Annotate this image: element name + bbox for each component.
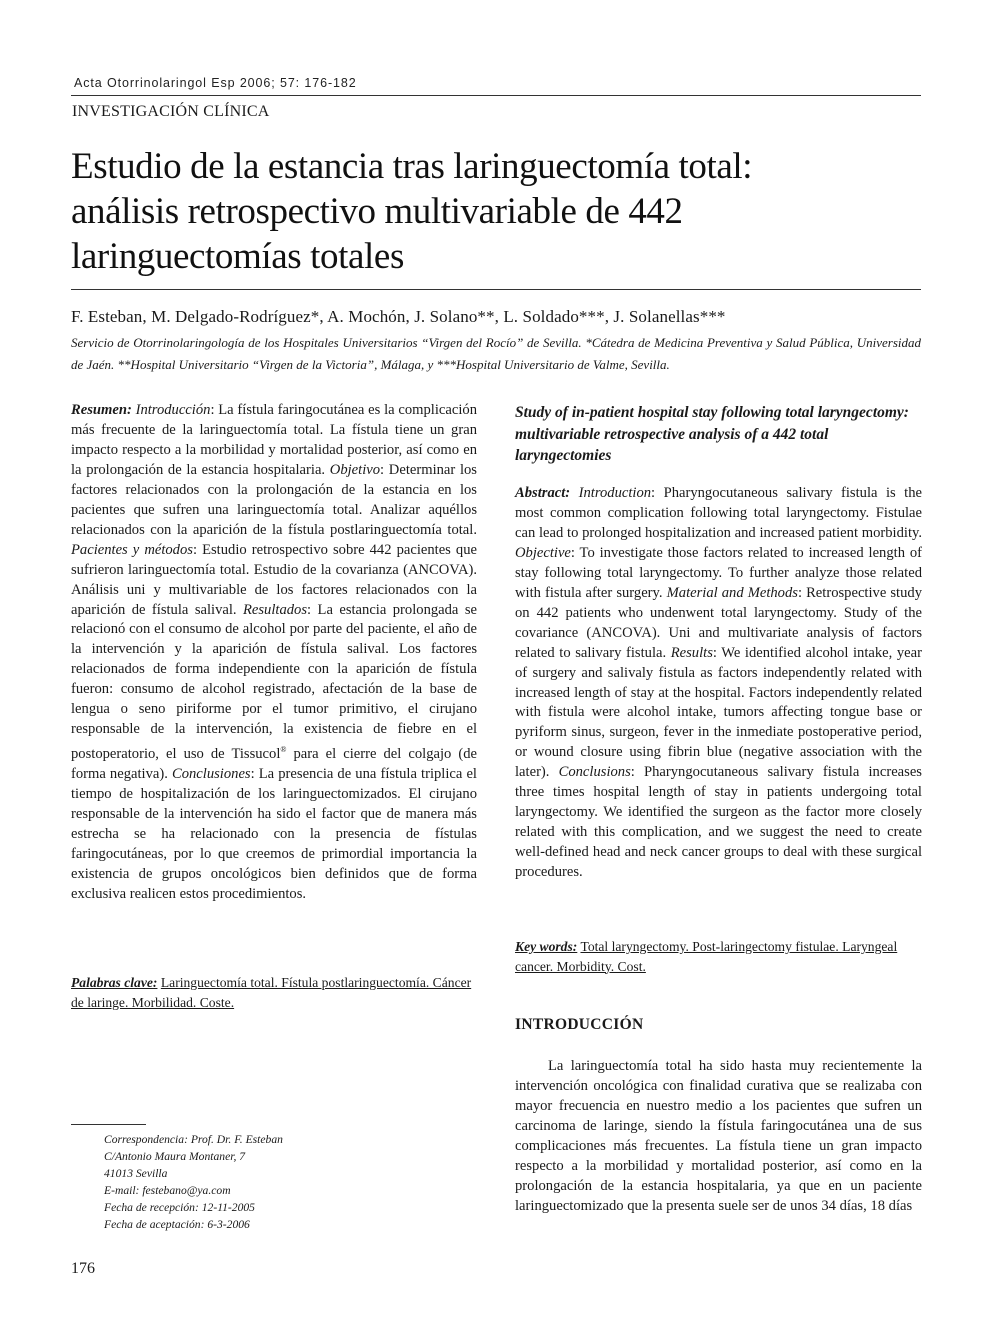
title-line-2: análisis retrospectivo multivariable de 442 bbox=[71, 191, 683, 232]
resumen-obj-text: : Determinar los factores relacionados con la prolongación de la estancia en los pacientes que sufren una laringuectomía total. Analizar aquéllos relacionados con la aparición de la fístula postlaringuectomía total. bbox=[71, 461, 477, 538]
palabras-clave-label: Palabras clave: bbox=[71, 975, 158, 990]
resumen-res-text-2: para el cierre del colgajo (de forma negativa). bbox=[71, 746, 477, 783]
correspondence bbox=[104, 1131, 283, 1233]
journal-citation: Acta Otorrinolaringol Esp 2006; 57: 176-182 bbox=[74, 76, 357, 90]
english-title: Study of in-patient hospital stay following total laryngectomy: multivariable retrospective analysis of a 442 total laryngectomies bbox=[515, 404, 909, 464]
page-number: 176 bbox=[71, 1260, 95, 1277]
header-rule bbox=[71, 95, 921, 96]
introduccion-body bbox=[515, 1057, 922, 1217]
introduccion-heading: INTRODUCCIÓN bbox=[515, 1016, 644, 1033]
abstract-intro-label: Introduction bbox=[578, 485, 652, 501]
abstract-res-label: Results bbox=[670, 644, 713, 661]
introduccion-paragraph: La laringuectomía total ha sido hasta muy recientemente la intervención oncológica con finalidad curativa que se realizaba con mayor frecuencia en nuestro medio a los pacientes que sufren un carcinoma de laringe, siendo la fístula faringocutánea una de sus complicaciones más frecuentes. La fístula tiene un gran impacto respecto a la morbilidad y mortalidad posterior, así como en la prolongación de la estancia hospitalaria, ya que en un paciente laringuectomizado que la presenta suele ser de unos 34 días, 18 días bbox=[515, 1058, 922, 1214]
title-rule bbox=[71, 289, 921, 290]
resumen-res-label: Resultados bbox=[242, 601, 308, 618]
abstract-met-label: Material and Methods bbox=[666, 584, 798, 601]
abstract-conc-text: : Pharyngocutaneous salivary fistula increases three times hospital length of stay in patients undergoing total laryngectomy. We identified the surgeon as the factor more closely related with this complication, and we suggest the need to create well-defined head and neck cancer groups to deal with these surgical procedures. bbox=[515, 764, 922, 881]
palabras-clave bbox=[71, 973, 477, 1012]
resumen-res-text: : La estancia prolongada se relacionó con el consumo de alcohol por parte del paciente, el año de la intervención y la aparición de fístula salival. Los factores relacionados de forma independiente con la aparición de fístula fueron: consumo de alcohol registrado, afectación de la base de lengua o seno piriforme por el tumor primitivo, el cirujano responsable de la intervención, la existencia de fiebre en el postoperatorio, el uso de Tissucol bbox=[71, 601, 477, 763]
title-line-3: laringuectomías totales bbox=[71, 236, 404, 277]
registered-mark: ® bbox=[280, 745, 287, 755]
resumen bbox=[71, 401, 477, 905]
abstract-label: Abstract: bbox=[515, 485, 571, 501]
key-words bbox=[515, 937, 922, 976]
correspondence-email: E-mail: festebano@ya.com bbox=[104, 1184, 231, 1197]
resumen-conc-label: Conclusiones bbox=[171, 766, 251, 783]
resumen-obj-label: Objetivo bbox=[329, 461, 381, 478]
abstract-met-text: : Retrospective study on 442 patients who undenwent total laryngectomy. Study of the covariance (ANCOVA). Uni and multivariate analysis of factors related to salivary fistula. bbox=[515, 584, 922, 661]
affiliation: Servicio de Otorrinolaringología de los Hospitales Universitarios “Virgen del Rocío” de Sevilla. *Cátedra de Medicina Preventiva y Salud Pública, Universidad de Jaén. **Hospital Universitario “Virgen de la Victoria”, Málaga, y ***Hospital Universitario de Valme, Sevilla. bbox=[71, 335, 921, 372]
correspondence-line: C/Antonio Maura Montaner, 7 bbox=[104, 1150, 246, 1163]
correspondence-line: Correspondencia: Prof. Dr. F. Esteban bbox=[104, 1133, 283, 1146]
title-line-1: Estudio de la estancia tras laringuectomía total: bbox=[71, 146, 753, 187]
correspondence-line: 41013 Sevilla bbox=[104, 1167, 168, 1180]
accepted-date: Fecha de aceptación: 6-3-2006 bbox=[104, 1218, 250, 1231]
resumen-label: Resumen: bbox=[71, 402, 132, 418]
footnote-rule bbox=[71, 1124, 146, 1125]
abstract-intro-text: : Pharyngocutaneous salivary fistula is the most common complication following total laryngectomy. Fistulae can lead to prolonged hospitalization and increased patient morbidity. bbox=[515, 485, 922, 541]
resumen-met-label: Pacientes y métodos bbox=[71, 541, 193, 558]
resumen-intro-text: : La fístula faringocutánea es la complicación más frecuente de la laringuectomía total. La fístula tiene un gran impacto respecto a la morbilidad y mortalidad posterior, así como en la prolongación de la estancia hospitalaria. bbox=[71, 402, 477, 478]
abstract-res-text: : We identified alcohol intake, year of surgery and salivaly fistula as factors independently related with increased length of stay at the hospital. Factors independently related with fistula were alcohol intake, tumors affecting tongue base or pyriform sinus, surgeon, fever in the inmediate postoperative period, or wound closure using fibrin blue (negative association with the later). bbox=[515, 644, 922, 781]
section-label: INVESTIGACIÓN CLÍNICA bbox=[72, 103, 270, 120]
palabras-clave-text: Laringuectomía total. Fístula postlaringuectomía. Cáncer de laringe. Morbilidad. Coste. bbox=[71, 975, 472, 1010]
resumen-met-text: : Estudio retrospectivo sobre 442 pacientes que sufrieron laringuectomía total. Estudio de la covarianza (ANCOVA). Análisis uni y multivariable de los factores relacionados con la aparición de fístula salival. bbox=[71, 541, 477, 618]
abstract-obj-text: : To investigate those factors related to increased length of stay following total laryngectomy. To further analyze those related with fistula after surgery. bbox=[515, 544, 922, 601]
article-title bbox=[71, 144, 931, 279]
abstract-conc-label: Conclusions bbox=[558, 764, 631, 781]
received-date: Fecha de recepción: 12-11-2005 bbox=[104, 1201, 255, 1214]
authors: F. Esteban, M. Delgado-Rodríguez*, A. Mochón, J. Solano**, L. Soldado***, J. Solanellas*** bbox=[71, 307, 726, 326]
abstract bbox=[515, 484, 922, 883]
key-words-label: Key words: bbox=[515, 939, 578, 954]
resumen-conc-text: : La presencia de una fístula triplica el tiempo de hospitalización de los laringuectomizados. El cirujano responsable de la intervención ha sido el factor que de manera más estrecha se ha relacionado con la presencia de fístulas faringocutáneas, por lo que creemos de primordial importancia la existencia de grupos oncológicos bien definidos que de forma exclusiva realicen estos procedimientos. bbox=[71, 766, 477, 902]
abstract-obj-label: Objective bbox=[515, 544, 571, 561]
key-words-text: Total laryngectomy. Post-laringectomy fistulae. Laryngeal cancer. Morbidity. Cost. bbox=[515, 939, 898, 974]
resumen-intro-label: Introducción bbox=[135, 402, 211, 418]
